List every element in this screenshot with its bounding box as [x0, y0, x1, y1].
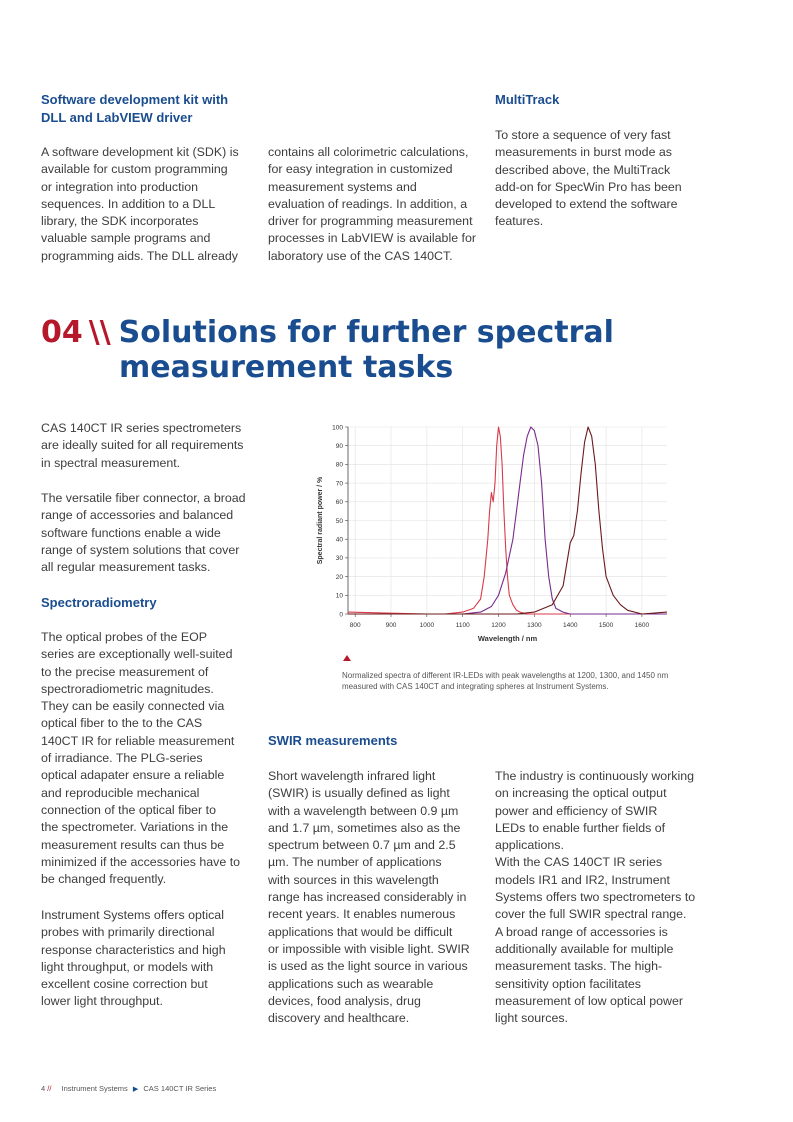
text-line: programming aids. The DLL already	[41, 248, 238, 263]
text-line: measurement systems and	[268, 179, 417, 194]
text-line: spectrum between 0.7 µm and 2.5	[268, 838, 456, 853]
text-line: processes in LabVIEW is available for	[268, 231, 476, 246]
spectra-chart	[300, 415, 690, 655]
text-line: Systems offers two spectrometers to	[495, 890, 696, 905]
x-tick-label: 1600	[634, 622, 650, 629]
text-line: with a wavelength between 0.9 µm	[268, 803, 459, 818]
y-tick-label: 0	[339, 611, 343, 619]
sdk-heading-line: Software development kit with	[41, 92, 229, 107]
spectroradiometry-heading: Spectroradiometry	[41, 595, 157, 610]
y-tick-label: 90	[335, 443, 343, 450]
text-line: probes with primarily directional	[41, 925, 215, 940]
y-tick-label: 100	[332, 424, 343, 432]
x-tick-label: 1500	[598, 622, 614, 629]
text-line: minimized if the accessories have to	[41, 854, 241, 869]
probes-text	[41, 907, 261, 1011]
swir-text-col1	[268, 768, 490, 1027]
text-line: and 1.7 µm, sometimes also as the	[268, 820, 461, 835]
text-line: and reproducible mechanical	[41, 785, 200, 800]
text-line: features.	[495, 214, 544, 229]
text-line: range has increased considerably in	[268, 890, 467, 905]
text-line: applications such as wearable	[268, 976, 434, 991]
footer-page-number: 4	[41, 1084, 46, 1093]
text-line: optical fiber to the to the CAS	[41, 716, 203, 731]
footer-company: Instrument Systems	[61, 1084, 128, 1093]
text-line: excellent cosine correction but	[41, 977, 208, 992]
text-line: for easy integration in customized	[268, 162, 453, 177]
text-line: 140CT IR for reliable measurement	[41, 733, 235, 748]
text-line: LEDs to enable further fields of	[495, 820, 666, 835]
text-line: connection of the optical fiber to	[41, 802, 216, 817]
sdk-text-col1	[41, 144, 256, 265]
multitrack-text	[495, 127, 715, 231]
text-line: of irradiance. The PLG-series	[41, 751, 203, 766]
text-line: with sources in this wavelength	[268, 872, 439, 887]
text-line: µm. The number of applications	[268, 855, 442, 870]
text-line: light throughput, or models with	[41, 959, 214, 974]
text-line: valuable sample programs and	[41, 231, 211, 246]
text-line: evaluation of readings. In addition, a	[268, 196, 468, 211]
text-line: sensitivity option facilitates	[495, 976, 642, 991]
text-line: is used as the light source in various	[268, 959, 468, 974]
y-tick-label: 70	[335, 480, 343, 488]
text-line: Short wavelength infrared light	[268, 769, 436, 783]
text-line: to the precise measurement of	[41, 664, 209, 679]
text-line: measurement tasks. The high-	[495, 959, 663, 974]
x-tick-label: 1300	[527, 622, 542, 629]
y-tick-label: 60	[335, 499, 343, 507]
text-line: The industry is continuously working	[495, 769, 695, 783]
text-line: developed to extend the software	[495, 197, 678, 212]
swir-heading: SWIR measurements	[268, 733, 398, 748]
x-tick-label: 800	[349, 622, 361, 629]
y-tick-label: 10	[335, 592, 343, 600]
text-line: range of accessories and balanced	[41, 508, 234, 523]
text-line: library, the SDK incorporates	[41, 214, 199, 229]
chart-grid	[348, 427, 667, 614]
y-tick-label: 80	[335, 461, 343, 469]
caption-triangle-icon	[343, 655, 351, 662]
text-line: spectroradiometric magnitudes.	[41, 681, 214, 696]
sdk-heading-line: DLL and LabVIEW driver	[41, 110, 193, 125]
x-tick-label: 1000	[419, 622, 435, 629]
sdk-heading	[41, 91, 261, 127]
text-line: laboratory use of the CAS 140CT.	[268, 248, 453, 263]
chart-ylabel: Spectral radiant power / %	[317, 476, 324, 565]
chart-caption-line: Normalized spectra of different IR-LEDs with peak wavelengths at 1200, 1300, and 1450 nm	[342, 671, 669, 680]
text-line: recent years. It enables numerous	[268, 907, 456, 922]
text-line: additionally available for multiple	[495, 941, 674, 956]
y-tick-label: 20	[335, 573, 343, 581]
text-line: discovery and healthcare.	[268, 1011, 410, 1026]
text-line: in spectral measurement.	[41, 455, 181, 470]
text-line: power and efficiency of SWIR	[495, 803, 658, 818]
text-line: or impossible with visible light. SWIR	[268, 941, 470, 956]
text-line: To store a sequence of very fast	[495, 128, 671, 142]
chart-caption	[342, 671, 702, 692]
text-line: driver for programming measurement	[268, 214, 473, 229]
text-line: cover the full SWIR spectral range.	[495, 907, 687, 922]
x-tick-label: 1100	[455, 622, 470, 629]
text-line: software functions enable a wide	[41, 525, 221, 540]
text-line: range of system solutions that cover	[41, 542, 240, 557]
text-line: on increasing the optical output	[495, 786, 667, 801]
text-line: measurement results can thus be	[41, 837, 225, 852]
footer-arrow-icon: ▶	[132, 1086, 139, 1093]
text-line: contains all colorimetric calculations,	[268, 145, 469, 159]
text-line: series are exceptionally well-suited	[41, 647, 233, 662]
footer	[41, 1084, 216, 1093]
text-line: all regular measurement tasks.	[41, 560, 211, 575]
chart-xlabel: Wavelength / nm	[477, 634, 538, 643]
spectroradiometry-text	[41, 629, 261, 888]
text-line: models IR1 and IR2, Instrument	[495, 872, 670, 887]
text-line: applications.	[495, 838, 564, 853]
text-line: With the CAS 140CT IR series	[495, 855, 663, 870]
text-line: The versatile fiber connector, a broad	[41, 491, 246, 505]
y-tick-label: 30	[335, 555, 343, 563]
x-tick-label: 900	[385, 622, 397, 629]
text-line: The optical probes of the EOP	[41, 630, 207, 644]
text-line: or integration into production	[41, 179, 199, 194]
text-line: measurement of low optical power	[495, 993, 684, 1008]
y-tick-label: 40	[335, 536, 343, 544]
text-line: be changed frequently.	[41, 872, 167, 887]
text-line: sequences. In addition to a DLL	[41, 196, 216, 211]
intro-paragraph-2	[41, 490, 261, 576]
text-line: applications that would be difficult	[268, 924, 453, 939]
text-line: response characteristics and high	[41, 942, 226, 957]
footer-product: CAS 140CT IR Series	[143, 1084, 217, 1093]
text-line: Instrument Systems offers optical	[41, 908, 224, 922]
y-tick-label: 50	[335, 517, 343, 525]
chart-ticks	[332, 424, 649, 629]
text-line: A software development kit (SDK) is	[41, 145, 239, 159]
x-tick-label: 1200	[491, 622, 506, 629]
text-line: light sources.	[495, 1011, 569, 1026]
section-title	[41, 315, 614, 385]
text-line: A broad range of accessories is	[495, 924, 668, 939]
text-line: lower light throughput.	[41, 994, 163, 1009]
text-line: measurements in burst mode as	[495, 145, 672, 160]
swir-text-col2	[495, 768, 715, 1027]
multitrack-heading: MultiTrack	[495, 92, 560, 107]
x-tick-label: 1400	[562, 622, 578, 629]
footer-separator: //	[47, 1084, 52, 1093]
text-line: described above, the MultiTrack	[495, 162, 671, 177]
text-line: the spectrometer. Variations in the	[41, 820, 229, 835]
section-separator: \\	[88, 315, 111, 350]
intro-paragraph-1	[41, 420, 261, 472]
section-title-line1	[41, 315, 614, 350]
text-line: optical adapater ensure a reliable	[41, 768, 225, 783]
text-line: add-on for SpecWin Pro has been	[495, 179, 682, 194]
text-line: are ideally suited for all requirements	[41, 438, 244, 453]
text-line: devices, food analysis, drug	[268, 993, 421, 1008]
text-line: They can be easily connected via	[41, 699, 225, 714]
section-number: 04	[41, 315, 83, 350]
section-title-text1: Solutions for further spectral	[118, 315, 614, 350]
text-line: (SWIR) is usually defined as light	[268, 786, 450, 801]
text-line: CAS 140CT IR series spectrometers	[41, 421, 242, 435]
section-title-line2: measurement tasks	[119, 350, 454, 385]
text-line: available for custom programming	[41, 162, 228, 177]
sdk-text-col2	[268, 144, 490, 265]
chart-caption-line: measured with CAS 140CT and integrating spheres at Instrument Systems.	[342, 681, 609, 691]
